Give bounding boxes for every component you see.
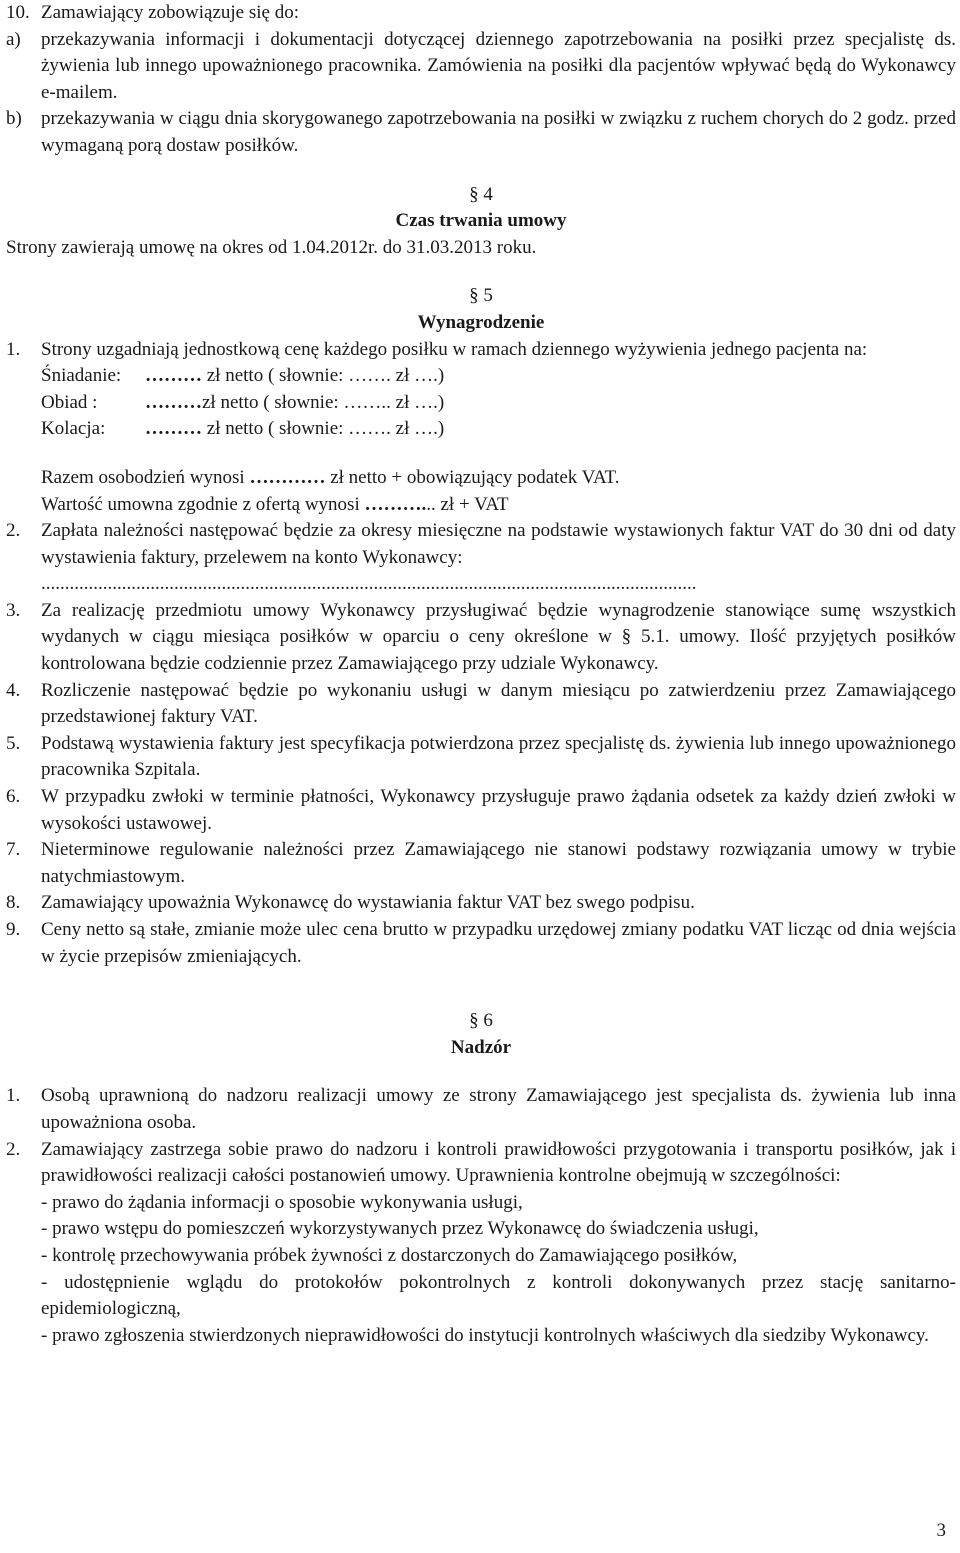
- obligation-a: [6, 27, 956, 107]
- price-blank: ………: [145, 365, 202, 387]
- value-tail: .. zł + VAT: [426, 493, 509, 515]
- sub-label-a: a): [6, 28, 21, 50]
- supervision-point-1: [6, 1083, 956, 1136]
- obligation-b-text: przekazywania w ciągu dnia skorygowanego zapotrzebowania na posiłki w związku z ruchem chorych do 2 godz. przed wymaganą porą dostaw posiłków.: [41, 108, 956, 156]
- point-number: 2.: [6, 1138, 21, 1160]
- point-text: Rozliczenie następować będzie po wykonaniu usługi w danym miesiącu po zatwierdzeniu przez Zamawiającego przedstawionej faktury VAT.: [41, 679, 956, 728]
- point-text: Podstawą wystawienia faktury jest specyfikacja potwierdzona przez specjalistę ds. żywienia lub innego upoważnionego pracownika Szpitala.: [41, 732, 956, 781]
- control-bullet: - udostępnienie wglądu do protokołów pokontrolnych z kontroli dokonywanych przez stację sanitarno-epidemiologiczną,: [41, 1271, 956, 1320]
- item-title: Zamawiający zobowiązuje się do:: [41, 2, 299, 23]
- meal-prices: [6, 363, 956, 518]
- section-6-heading: [6, 1008, 956, 1035]
- point-number: 3.: [6, 599, 21, 621]
- point-text: [41, 518, 956, 598]
- point-number: 1.: [6, 1085, 21, 1107]
- total-tail: zł netto + obowiązujący podatek VAT.: [325, 466, 620, 488]
- point-number: 5.: [6, 732, 21, 754]
- section-number: 4: [483, 183, 493, 205]
- contract-value-line: [41, 492, 956, 519]
- point-number: 8.: [6, 892, 21, 914]
- obligation-a-text: przekazywania informacji i dokumentacji dotyczącej dziennego zapotrzebowania na posiłki przez specjalistę ds. żywienia lub innego upoważnionego pracownika. Zamówienia na posiłki dla pacjentów wpływać będą do Wykonawcy e-mailem.: [41, 28, 956, 103]
- control-bullet: - kontrolę przechowywania próbek żywności z dostarczonych do Zamawiającego posiłków,: [41, 1244, 738, 1266]
- remuneration-point-6: [6, 784, 956, 837]
- meal-price: [145, 363, 444, 390]
- section-5-heading: [6, 283, 956, 310]
- sub-label-b: b): [6, 108, 22, 130]
- point-text: Zamawiający upoważnia Wykonawcę do wystawiania faktur VAT bez swego podpisu.: [41, 892, 695, 914]
- total-label: Razem osobodzień wynosi: [41, 466, 250, 488]
- daily-total-line: [41, 465, 956, 492]
- point-text: Osobą uprawnioną do nadzoru realizacji umowy ze strony Zamawiającego jest specjalista ds. żywienia lub inna upoważniona osoba.: [41, 1085, 956, 1133]
- remuneration-point-2: [6, 518, 956, 598]
- meal-price: [145, 416, 444, 443]
- section-4-title: Czas trwania umowy: [395, 210, 567, 232]
- point-number: 2.: [6, 520, 21, 542]
- contract-period-text: Strony zawierają umowę na okres od 1.04.2012r. do 31.03.2013 roku.: [6, 236, 537, 258]
- price-blank: ………: [145, 391, 202, 413]
- section-4-heading: [6, 182, 956, 209]
- point-number: 1.: [6, 338, 21, 360]
- control-bullet: - prawo wstępu do pomieszczeń wykorzystywanych przez Wykonawcę do świadczenia usługi,: [41, 1218, 759, 1240]
- meal-row-breakfast: [41, 363, 956, 390]
- price-text: zł netto ( słownie: …….. zł ….): [202, 391, 445, 413]
- point-number: 4.: [6, 679, 21, 701]
- paragraph-symbol: §: [469, 285, 479, 307]
- value-label: Wartość umowna zgodnie z ofertą wynosi: [41, 493, 365, 515]
- meal-row-dinner: [41, 416, 956, 443]
- point-text: Za realizację przedmiotu umowy Wykonawcy przysługiwać będzie wynagrodzenie stanowiące sumę wszystkich wydanych w ciągu miesiąca posiłków w oparciu o ceny określone w § 5.1. umowy. Ilość przyjętych posiłków kontrolowana będzie codziennie przez Zamawiającego przy udziale Wykonawcy.: [41, 599, 956, 675]
- meal-row-lunch: [41, 390, 956, 417]
- remuneration-point-9: [6, 917, 956, 970]
- point-number: 7.: [6, 839, 21, 861]
- control-bullet: - prawo do żądania informacji o sposobie wykonywania usługi,: [41, 1191, 523, 1213]
- point-text: Strony uzgadniają jednostkową cenę każdego posiłku w ramach dziennego wyżywienia jednego pacjenta na:: [41, 338, 868, 360]
- point-text: Ceny netto są stałe, zmianie może ulec cena brutto w przypadku urzędowej zmiany podatku VAT licząc od dnia wejścia w życie przepisów zmieniających.: [41, 919, 956, 967]
- control-bullet: - prawo zgłoszenia stwierdzonych nieprawidłowości do instytucji kontrolnych właściwych dla siedziby Wykonawcy.: [41, 1324, 929, 1346]
- meal-label: Kolacja:: [41, 418, 106, 440]
- meal-price: [145, 390, 444, 417]
- remuneration-point-5: [6, 731, 956, 784]
- meal-label: Obiad :: [41, 391, 98, 413]
- section-number: 5: [483, 285, 493, 307]
- remuneration-point-8: [6, 890, 956, 917]
- total-blank: …………: [249, 466, 326, 488]
- remuneration-point-7: [6, 837, 956, 890]
- page-number: 3: [936, 1520, 946, 1541]
- point-text: Nieterminowe regulowanie należności przez Zamawiającego nie stanowi podstawy rozwiązania umowy w trybie natychmiastowym.: [41, 839, 956, 887]
- point-number: 9.: [6, 919, 21, 940]
- price-text: zł netto ( słownie: ……. zł ….): [202, 418, 445, 440]
- supervision-point-2: [6, 1137, 956, 1350]
- meal-label: Śniadanie:: [41, 365, 122, 387]
- section-5-title: Wynagrodzenie: [417, 311, 545, 333]
- remuneration-point-1: [6, 337, 956, 364]
- item-number: 10.: [6, 2, 30, 23]
- remuneration-point-3: [6, 598, 956, 678]
- section-6-title: Nadzór: [450, 1036, 512, 1058]
- point-number: 6.: [6, 786, 21, 808]
- price-blank: ………: [145, 418, 202, 440]
- point-text: [41, 1137, 956, 1350]
- point-text: W przypadku zwłoki w terminie płatności, Wykonawcy przysługuje prawo żądania odsetek za każdy dzień zwłoki w wysokości ustawowej.: [41, 786, 956, 834]
- document-content: [6, 0, 956, 1349]
- point-body: Zapłata należności następować będzie za okresy miesięczne na podstawie wystawionych faktur VAT do 30 dni od daty wystawienia faktury, przelewem na konto Wykonawcy:: [41, 520, 956, 568]
- obligation-item-10: [6, 0, 956, 27]
- account-number-blank: ..........................................................................................................................................: [41, 573, 697, 595]
- section-number: 6: [483, 1010, 493, 1032]
- value-blank: ……….: [364, 493, 427, 515]
- remuneration-point-4: [6, 678, 956, 731]
- paragraph-symbol: §: [469, 1010, 479, 1032]
- point-body: Zamawiający zastrzega sobie prawo do nadzoru i kontroli prawidłowości przygotowania i transportu posiłków, jak i prawidłowości realizacji całości postanowień umowy. Uprawnienia kontrolne obejmują w szczególności:: [41, 1138, 956, 1187]
- obligation-b: [6, 106, 956, 159]
- price-text: zł netto ( słownie: ……. zł ….): [202, 365, 445, 387]
- paragraph-symbol: §: [469, 183, 479, 205]
